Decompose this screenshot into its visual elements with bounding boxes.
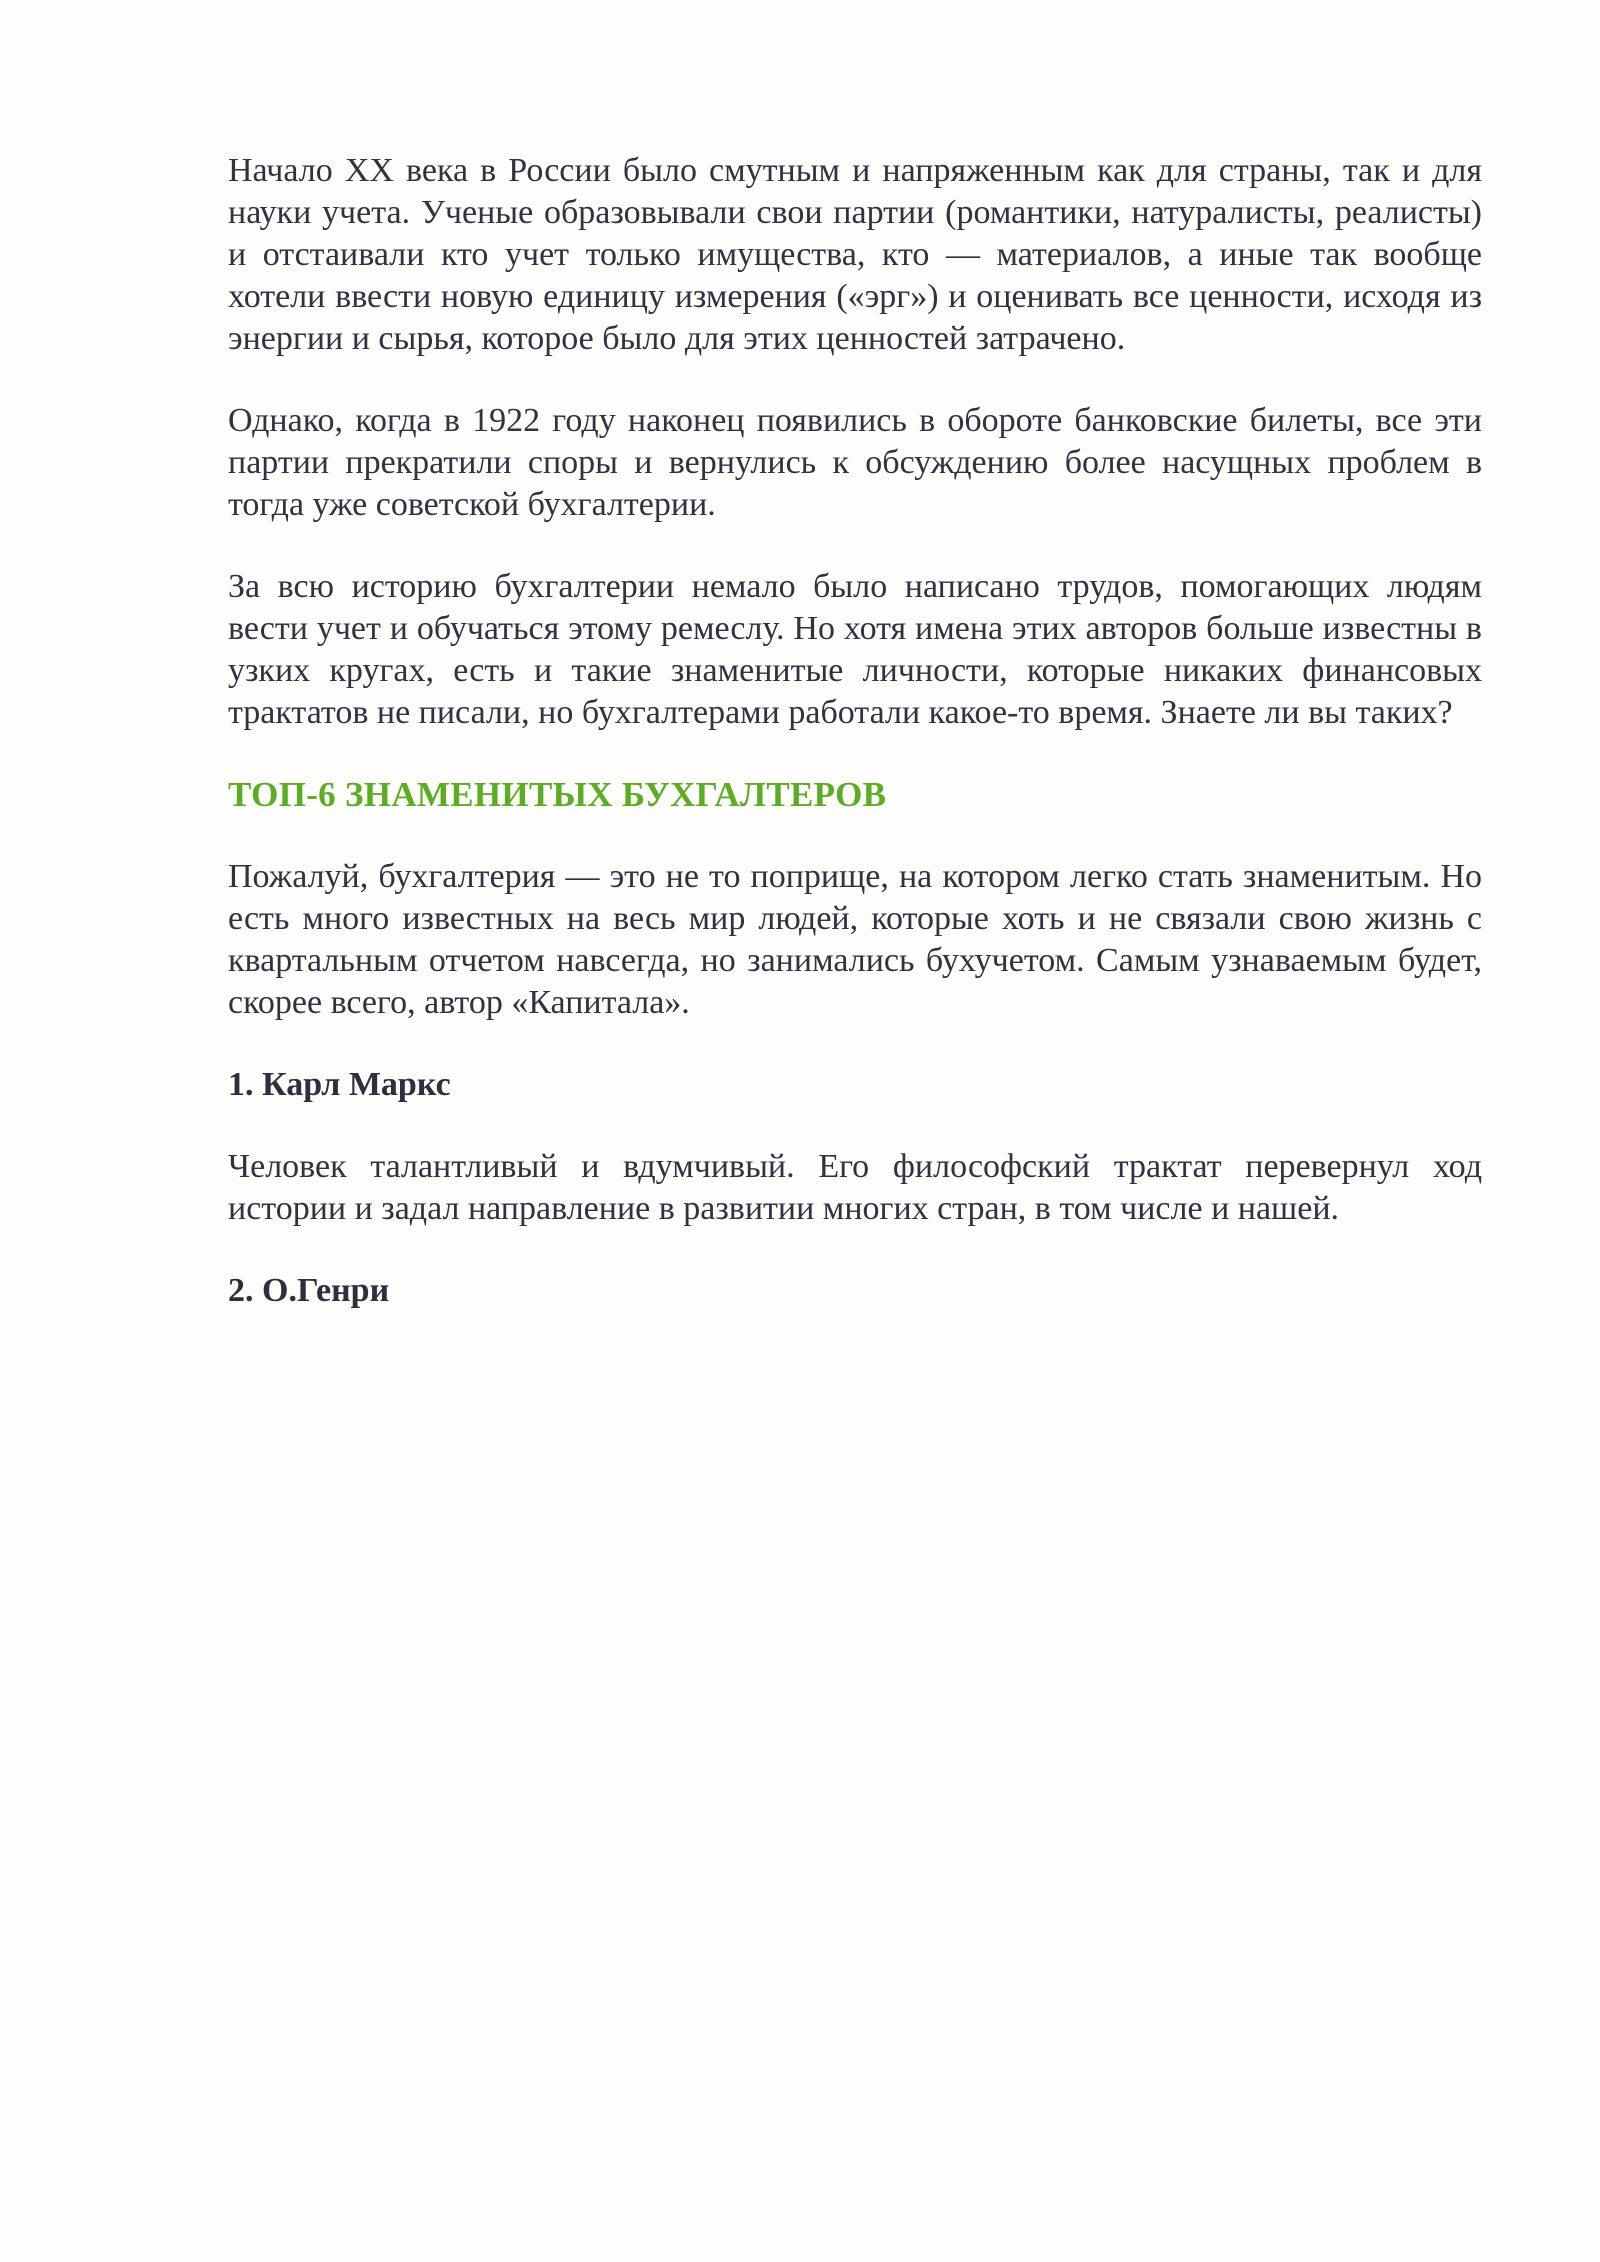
item-title-o-henry: 2. О.Генри [228, 1272, 390, 1309]
paragraph-intro-1: Начало XX века в России было смутным и напряженным как для страны, так и для науки учета. Ученые образовывали свои партии (романтики, натуралисты, реалисты) и отстаивали кто учет только имущества, кто — материалов, а иные так вообще хотели ввести новую единицу измерения («эрг») и оценивать все ценности, исходя из энергии и сырья, которое было для этих ценностей затрачено. [228, 152, 1482, 357]
paragraph-intro-3: За всю историю бухгалтерии немало было написано трудов, помогающих людям вести учет и обучаться этому ремеслу. Но хотя имена этих авторов больше известны в узких кругах, есть и такие знаменитые личности, которые никаких финансовых трактатов не писали, но бухгалтерами работали какое-то время. Знаете ли вы таких? [228, 568, 1482, 731]
item-title-marx: 1. Карл Маркс [228, 1066, 451, 1103]
section-heading: ТОП-6 ЗНАМЕНИТЫХ БУХГАЛТЕРОВ [228, 775, 887, 814]
document-body [228, 150, 1482, 1352]
paragraph-intro-2: Однако, когда в 1922 году наконец появились в обороте банковские билеты, все эти партии прекратили споры и вернулись к обсуждению более насущных проблем в тогда уже советской бухгалтерии. [228, 402, 1482, 523]
item-text-marx: Человек талантливый и вдумчивый. Его философский трактат перевернул ход истории и задал направление в развитии многих стран, в том числе и нашей. [228, 1148, 1482, 1227]
section-intro-paragraph: Пожалуй, бухгалтерия — это не то поприще, на котором легко стать знаменитым. Но есть много известных на весь мир людей, которые хоть и не связали свою жизнь с квартальным отчетом навсегда, но занимались бухучетом. Самым узнаваемым будет, скорее всего, автор «Капитала». [228, 858, 1482, 1021]
